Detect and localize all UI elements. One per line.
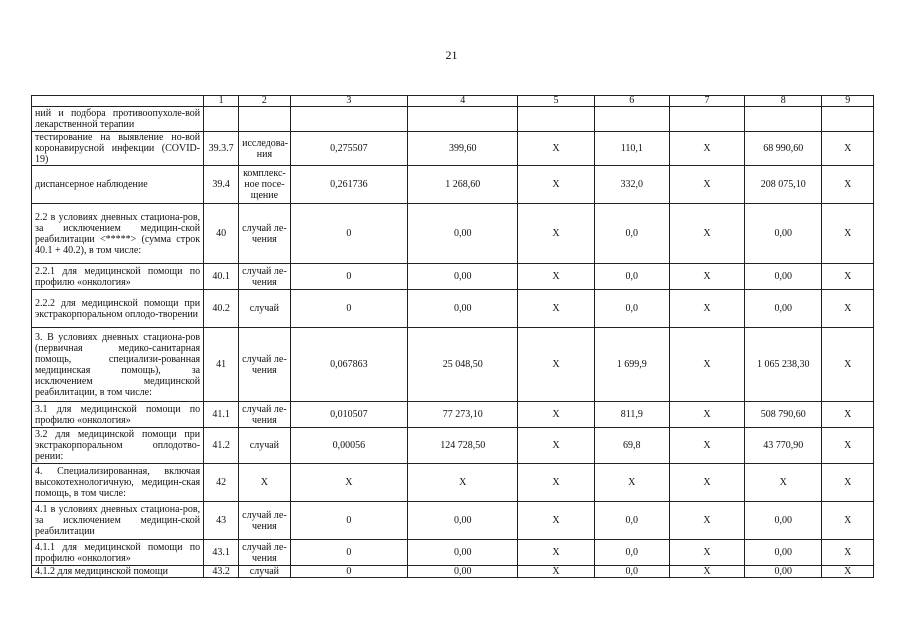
unit-cell: случай ле-чения	[239, 540, 291, 566]
cell-col4: 0,00	[408, 566, 518, 578]
header-cell: 1	[204, 96, 239, 107]
cell-col3: 0,275507	[290, 132, 407, 166]
cell-col6: 1 699,9	[594, 328, 669, 402]
cell-col5: Х	[518, 328, 594, 402]
cell-col6: 0,0	[594, 540, 669, 566]
cell-col6: 811,9	[594, 402, 669, 428]
row-number-cell	[204, 107, 239, 132]
cell-col9: Х	[822, 566, 874, 578]
cell-col9	[822, 107, 874, 132]
row-number-cell: 41.1	[204, 402, 239, 428]
row-number-cell: 40.2	[204, 290, 239, 328]
cell-col7: Х	[669, 166, 744, 204]
row-name-cell: 3.1 для медицинской помощи по профилю «онкология»	[32, 402, 204, 428]
cell-col8: 208 075,10	[745, 166, 822, 204]
cell-col5: Х	[518, 204, 594, 264]
unit-cell: случай	[239, 290, 291, 328]
cell-col9: Х	[822, 166, 874, 204]
cell-col4: 0,00	[408, 502, 518, 540]
cell-col4: 124 728,50	[408, 428, 518, 464]
unit-cell: случай ле-чения	[239, 204, 291, 264]
cell-col7: Х	[669, 464, 744, 502]
cell-col9: Х	[822, 204, 874, 264]
header-cell	[32, 96, 204, 107]
row-name-cell: 3. В условиях дневных стациона-ров (первичная медико-санитарная помощь, специализи-рованная медицинская помощь), за исключением медицинской реабилитации, в том числе:	[32, 328, 204, 402]
cell-col6: 0,0	[594, 204, 669, 264]
cell-col7: Х	[669, 328, 744, 402]
header-cell: 6	[594, 96, 669, 107]
cell-col3: 0	[290, 502, 407, 540]
cell-col7: Х	[669, 204, 744, 264]
table-row	[32, 264, 874, 290]
row-number-cell: 41	[204, 328, 239, 402]
cell-col6: 69,8	[594, 428, 669, 464]
row-number-cell: 39.4	[204, 166, 239, 204]
cell-col9: Х	[822, 428, 874, 464]
cell-col8: 0,00	[745, 264, 822, 290]
cell-col4: 399,60	[408, 132, 518, 166]
cell-col4: 0,00	[408, 290, 518, 328]
cell-col9: Х	[822, 290, 874, 328]
row-name-cell: 4. Специализированная, включая высокотехнологичную, медицин-ская помощь, в том числе:	[32, 464, 204, 502]
unit-cell: случай ле-чения	[239, 328, 291, 402]
cell-col6: 0,0	[594, 264, 669, 290]
cell-col7: Х	[669, 402, 744, 428]
cell-col6: 0,0	[594, 566, 669, 578]
table-row	[32, 328, 874, 402]
cell-col8: 1 065 238,30	[745, 328, 822, 402]
cell-col6: 0,0	[594, 290, 669, 328]
cell-col6: 332,0	[594, 166, 669, 204]
header-cell: 4	[408, 96, 518, 107]
header-cell: 5	[518, 96, 594, 107]
cell-col4: 0,00	[408, 204, 518, 264]
row-name-cell: 4.1.2 для медицинской помощи	[32, 566, 204, 578]
table-row	[32, 204, 874, 264]
cell-col3: 0	[290, 540, 407, 566]
cell-col8: 68 990,60	[745, 132, 822, 166]
row-number-cell: 40.1	[204, 264, 239, 290]
table-row	[32, 107, 874, 132]
cell-col5: Х	[518, 166, 594, 204]
header-cell: 7	[669, 96, 744, 107]
row-number-cell: 41.2	[204, 428, 239, 464]
unit-cell: случай	[239, 566, 291, 578]
cell-col3: Х	[290, 464, 407, 502]
unit-cell: случай	[239, 428, 291, 464]
table-row	[32, 566, 874, 578]
row-number-cell: 43.2	[204, 566, 239, 578]
cell-col6: 110,1	[594, 132, 669, 166]
row-name-cell: тестирование на выявление но-вой коронавирусной инфекции (COVID-19)	[32, 132, 204, 166]
table-row	[32, 502, 874, 540]
cell-col7: Х	[669, 428, 744, 464]
cell-col8: 0,00	[745, 540, 822, 566]
cell-col9: Х	[822, 502, 874, 540]
cell-col3: 0	[290, 290, 407, 328]
cell-col7: Х	[669, 132, 744, 166]
cell-col3: 0,00056	[290, 428, 407, 464]
unit-cell: случай ле-чения	[239, 264, 291, 290]
cell-col6: 0,0	[594, 502, 669, 540]
row-number-cell: 43	[204, 502, 239, 540]
cell-col7: Х	[669, 290, 744, 328]
cell-col3: 0,067863	[290, 328, 407, 402]
cell-col8: 0,00	[745, 502, 822, 540]
cell-col9: Х	[822, 540, 874, 566]
unit-cell: случай ле-чения	[239, 402, 291, 428]
table-row	[32, 428, 874, 464]
cell-col6: Х	[594, 464, 669, 502]
unit-cell	[239, 107, 291, 132]
row-name-cell: 2.2.1 для медицинской помощи по профилю «онкология»	[32, 264, 204, 290]
cell-col9: Х	[822, 402, 874, 428]
cell-col3	[290, 107, 407, 132]
row-number-cell: 39.3.7	[204, 132, 239, 166]
header-cell: 9	[822, 96, 874, 107]
header-cell: 3	[290, 96, 407, 107]
cell-col3: 0	[290, 566, 407, 578]
header-cell: 2	[239, 96, 291, 107]
table-row	[32, 540, 874, 566]
cell-col5: Х	[518, 540, 594, 566]
unit-cell: исследова-ния	[239, 132, 291, 166]
unit-cell: Х	[239, 464, 291, 502]
row-number-cell: 42	[204, 464, 239, 502]
table-row	[32, 290, 874, 328]
cell-col8: 0,00	[745, 290, 822, 328]
row-name-cell: ний и подбора противоопухоле-вой лекарственной терапии	[32, 107, 204, 132]
cell-col8	[745, 107, 822, 132]
page-number: 21	[445, 48, 458, 62]
cell-col7: Х	[669, 502, 744, 540]
cell-col5: Х	[518, 428, 594, 464]
cell-col3: 0,010507	[290, 402, 407, 428]
row-name-cell: 2.2.2 для медицинской помощи при экстракорпоральном оплодо-творении	[32, 290, 204, 328]
row-name-cell: 4.1 в условиях дневных стациона-ров, за исключением медицин-ской реабилитации	[32, 502, 204, 540]
row-number-cell: 43.1	[204, 540, 239, 566]
row-name-cell: 4.1.1 для медицинской помощи по профилю «онкология»	[32, 540, 204, 566]
cell-col9: Х	[822, 132, 874, 166]
cell-col5: Х	[518, 290, 594, 328]
cell-col8: 508 790,60	[745, 402, 822, 428]
cell-col3: 0	[290, 204, 407, 264]
cell-col8: 0,00	[745, 204, 822, 264]
cell-col7: Х	[669, 264, 744, 290]
cell-col7	[669, 107, 744, 132]
table-row	[32, 132, 874, 166]
table-row	[32, 402, 874, 428]
cell-col7: Х	[669, 566, 744, 578]
cell-col5: Х	[518, 402, 594, 428]
cell-col5	[518, 107, 594, 132]
cell-col5: Х	[518, 464, 594, 502]
cell-col3: 0,261736	[290, 166, 407, 204]
row-name-cell: 2.2 в условиях дневных стациона-ров, за исключением медицин-ской реабилитации <*****> (сумма строк 40.1 + 40.2), в том числе:	[32, 204, 204, 264]
cell-col9: Х	[822, 264, 874, 290]
row-name-cell: 3.2 для медицинской помощи при экстракорпоральном оплодотво-рении:	[32, 428, 204, 464]
cell-col4	[408, 107, 518, 132]
cell-col9: Х	[822, 328, 874, 402]
cell-col4: 77 273,10	[408, 402, 518, 428]
cell-col4: 1 268,60	[408, 166, 518, 204]
row-name-cell: диспансерное наблюдение	[32, 166, 204, 204]
table-row	[32, 464, 874, 502]
cell-col5: Х	[518, 264, 594, 290]
header-row	[32, 96, 874, 107]
cell-col6	[594, 107, 669, 132]
cell-col4: Х	[408, 464, 518, 502]
cell-col4: 0,00	[408, 540, 518, 566]
cell-col5: Х	[518, 502, 594, 540]
cell-col9: Х	[822, 464, 874, 502]
cell-col8: 43 770,90	[745, 428, 822, 464]
cell-col4: 0,00	[408, 264, 518, 290]
cell-col3: 0	[290, 264, 407, 290]
cell-col8: 0,00	[745, 566, 822, 578]
cell-col5: Х	[518, 132, 594, 166]
table-row	[32, 166, 874, 204]
unit-cell: комплекс-ное посе-щение	[239, 166, 291, 204]
cell-col4: 25 048,50	[408, 328, 518, 402]
cell-col5: Х	[518, 566, 594, 578]
data-table	[31, 95, 874, 578]
cell-col7: Х	[669, 540, 744, 566]
row-number-cell: 40	[204, 204, 239, 264]
header-cell: 8	[745, 96, 822, 107]
cell-col8: Х	[745, 464, 822, 502]
unit-cell: случай ле-чения	[239, 502, 291, 540]
